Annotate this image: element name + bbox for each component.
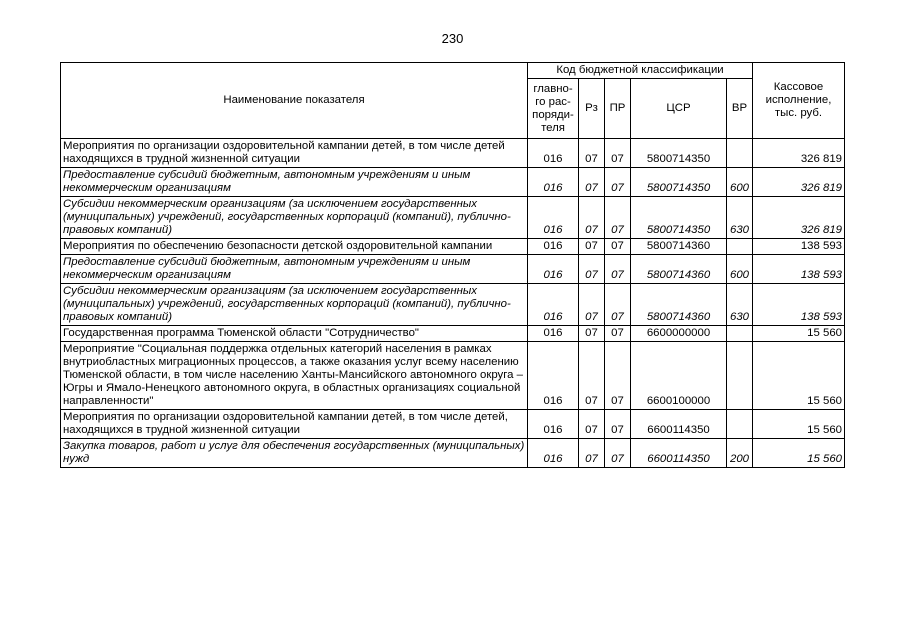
table-row [61, 342, 845, 410]
row-rz: 07 [579, 139, 605, 168]
row-name: Мероприятия по организации оздоровительной кампании детей, в том числе детей находящихся в трудной жизненной ситуации [61, 139, 528, 168]
row-csr: 6600114350 [631, 410, 727, 439]
table-row [61, 239, 845, 255]
row-csr: 5800714350 [631, 139, 727, 168]
row-rz: 07 [579, 284, 605, 326]
row-vr [727, 410, 753, 439]
table-row [61, 284, 845, 326]
row-vr [727, 139, 753, 168]
page-number: 230 [441, 31, 464, 46]
row-pr: 07 [605, 439, 631, 468]
row-amount: 326 819 [753, 168, 845, 197]
row-name: Мероприятие "Социальная поддержка отдельных категорий населения в рамках внутриобластных миграционных процессов, а также оказания услуг всему населению Тюменской области, в том числе населению Ханты-Мансийского автономного округа – Югры и Ямало-Ненецкого автономного округа, в областных организациях социальной направленности" [61, 342, 528, 410]
row-amount: 138 593 [753, 239, 845, 255]
row-csr: 5800714360 [631, 284, 727, 326]
header-rz: Рз [579, 79, 605, 139]
header-vr: ВР [727, 79, 753, 139]
row-pr: 07 [605, 168, 631, 197]
row-vr: 630 [727, 284, 753, 326]
budget-execution-table [60, 62, 845, 468]
row-name: Предоставление субсидий бюджетным, автономным учреждениям и иным некоммерческим организациям [61, 168, 528, 197]
table-row [61, 168, 845, 197]
row-rz: 07 [579, 342, 605, 410]
row-pr: 07 [605, 326, 631, 342]
row-grbs: 016 [528, 439, 579, 468]
row-grbs: 016 [528, 342, 579, 410]
row-rz: 07 [579, 239, 605, 255]
row-pr: 07 [605, 284, 631, 326]
row-name: Мероприятия по организации оздоровительной кампании детей, в том числе детей, находящихся в трудной жизненной ситуации [61, 410, 528, 439]
row-vr [727, 326, 753, 342]
row-grbs: 016 [528, 239, 579, 255]
row-amount: 326 819 [753, 139, 845, 168]
row-rz: 07 [579, 255, 605, 284]
table-row [61, 410, 845, 439]
header-csr: ЦСР [631, 79, 727, 139]
row-amount: 15 560 [753, 410, 845, 439]
row-rz: 07 [579, 326, 605, 342]
row-name: Субсидии некоммерческим организациям (за исключением государственных (муниципальных) учреждений, государственных корпораций (компаний), публично-правовых компаний) [61, 197, 528, 239]
row-name: Предоставление субсидий бюджетным, автономным учреждениям и иным некоммерческим организациям [61, 255, 528, 284]
row-csr: 5800714350 [631, 197, 727, 239]
row-amount: 138 593 [753, 255, 845, 284]
row-amount: 138 593 [753, 284, 845, 326]
table-row [61, 255, 845, 284]
row-pr: 07 [605, 255, 631, 284]
row-grbs: 016 [528, 284, 579, 326]
row-vr [727, 239, 753, 255]
row-vr: 600 [727, 168, 753, 197]
row-vr [727, 342, 753, 410]
row-pr: 07 [605, 410, 631, 439]
table-row [61, 439, 845, 468]
row-grbs: 016 [528, 255, 579, 284]
header-pr: ПР [605, 79, 631, 139]
row-name: Субсидии некоммерческим организациям (за исключением государственных (муниципальных) учреждений, государственных корпораций (компаний), публично-правовых компаний) [61, 284, 528, 326]
row-pr: 07 [605, 197, 631, 239]
row-rz: 07 [579, 439, 605, 468]
row-name: Мероприятия по обеспечению безопасности детской оздоровительной кампании [61, 239, 528, 255]
header-grbs: главно-го рас-поряди-теля [528, 79, 579, 139]
row-csr: 6600000000 [631, 326, 727, 342]
row-name: Государственная программа Тюменской области "Сотрудничество" [61, 326, 528, 342]
header-name: Наименование показателя [61, 63, 528, 139]
row-csr: 5800714360 [631, 255, 727, 284]
table-row [61, 139, 845, 168]
row-grbs: 016 [528, 326, 579, 342]
header-row [61, 63, 845, 79]
row-csr: 6600114350 [631, 439, 727, 468]
table-row [61, 326, 845, 342]
row-grbs: 016 [528, 197, 579, 239]
header-amount: Кассовое исполнение, тыс. руб. [753, 63, 845, 139]
row-grbs: 016 [528, 410, 579, 439]
row-csr: 5800714350 [631, 168, 727, 197]
row-pr: 07 [605, 239, 631, 255]
row-amount: 326 819 [753, 197, 845, 239]
table-row [61, 197, 845, 239]
row-pr: 07 [605, 139, 631, 168]
row-amount: 15 560 [753, 342, 845, 410]
row-rz: 07 [579, 410, 605, 439]
row-vr: 200 [727, 439, 753, 468]
row-grbs: 016 [528, 168, 579, 197]
row-csr: 6600100000 [631, 342, 727, 410]
row-vr: 630 [727, 197, 753, 239]
row-vr: 600 [727, 255, 753, 284]
row-rz: 07 [579, 168, 605, 197]
header-code-group: Код бюджетной классификации [528, 63, 753, 79]
row-amount: 15 560 [753, 439, 845, 468]
row-pr: 07 [605, 342, 631, 410]
row-rz: 07 [579, 197, 605, 239]
row-grbs: 016 [528, 139, 579, 168]
row-csr: 5800714360 [631, 239, 727, 255]
row-name: Закупка товаров, работ и услуг для обеспечения государственных (муниципальных) нужд [61, 439, 528, 468]
row-amount: 15 560 [753, 326, 845, 342]
